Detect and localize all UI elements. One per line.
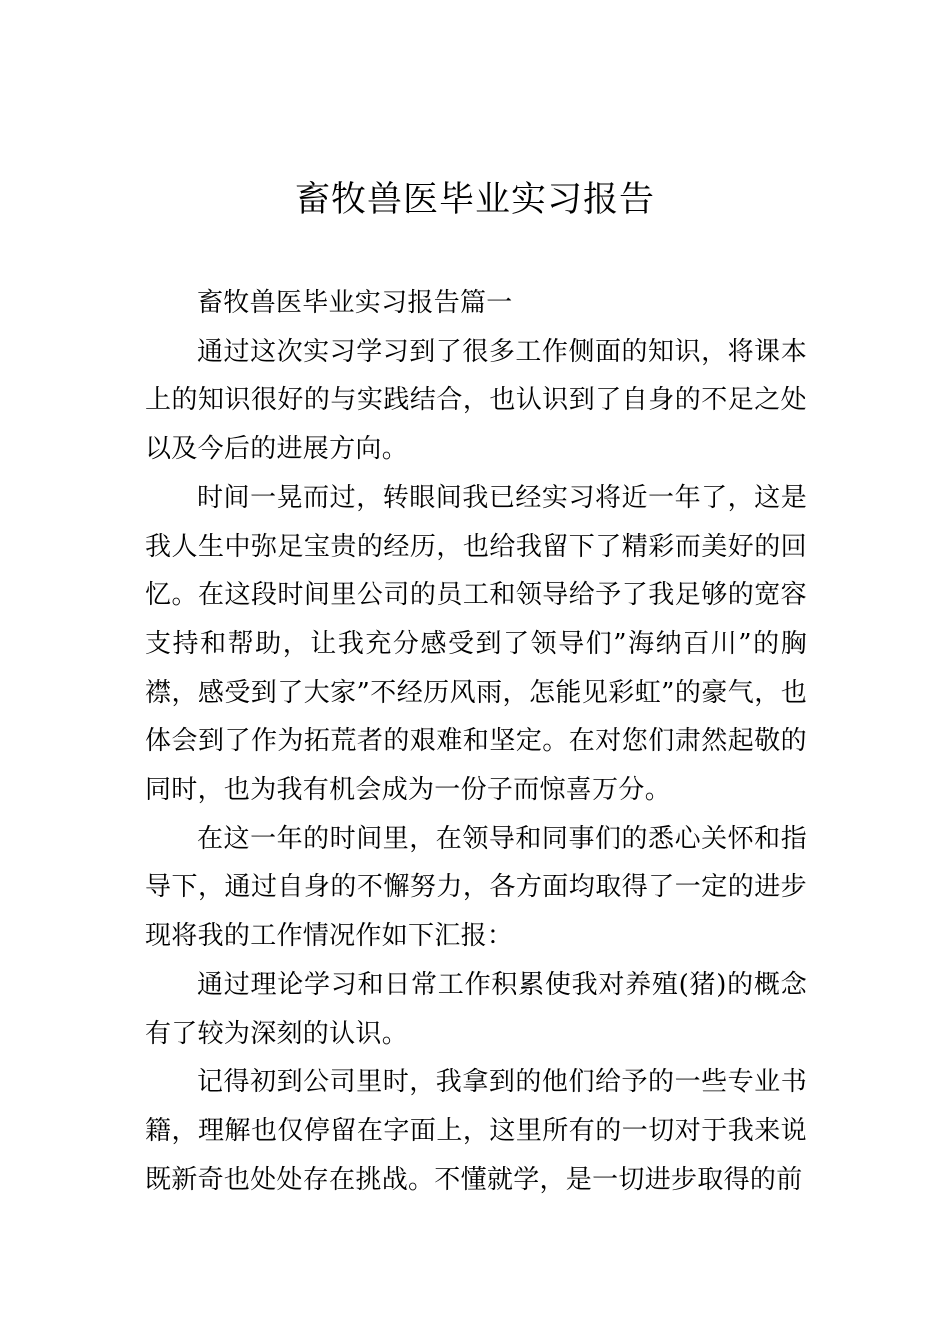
paragraph: 通过理论学习和日常工作积累使我对养殖(猪)的概念有了较为深刻的认识。 [145, 969, 807, 1049]
paragraph: 记得初到公司里时，我拿到的他们给予的一些专业书籍，理解也仅停留在字面上，这里所有的一切对于我来说既新奇也处处存在挑战。不懂就学，是一切进步取得的前 [145, 1067, 807, 1195]
paragraph: 通过这次实习学习到了很多工作侧面的知识，将课本上的知识很好的与实践结合，也认识到了自身的不足之处以及今后的进展方向。 [145, 336, 807, 465]
section-heading: 畜牧兽医毕业实习报告篇一 [197, 288, 513, 318]
document-title: 畜牧兽医毕业实习报告 [294, 180, 655, 220]
paragraph: 时间一晃而过，转眼间我已经实习将近一年了，这是我人生中弥足宝贵的经历，也给我留下了精彩而美好的回忆。在这段时间里公司的员工和领导给予了我足够的宽容支持和帮助，让我充分感受到了领导们”海纳百川”的胸襟，感受到了大家”不经历风雨，怎能见彩虹”的豪气，也体会到了作为拓荒者的艰难和坚定。在对您们肃然起敬的同时，也为我有机会成为一份子而惊喜万分。 [145, 482, 807, 806]
paragraph: 在这一年的时间里，在领导和同事们的悉心关怀和指导下，通过自身的不懈努力，各方面均取得了一定的进步现将我的工作情况作如下汇报： [145, 823, 807, 952]
document-body [145, 279, 807, 1204]
